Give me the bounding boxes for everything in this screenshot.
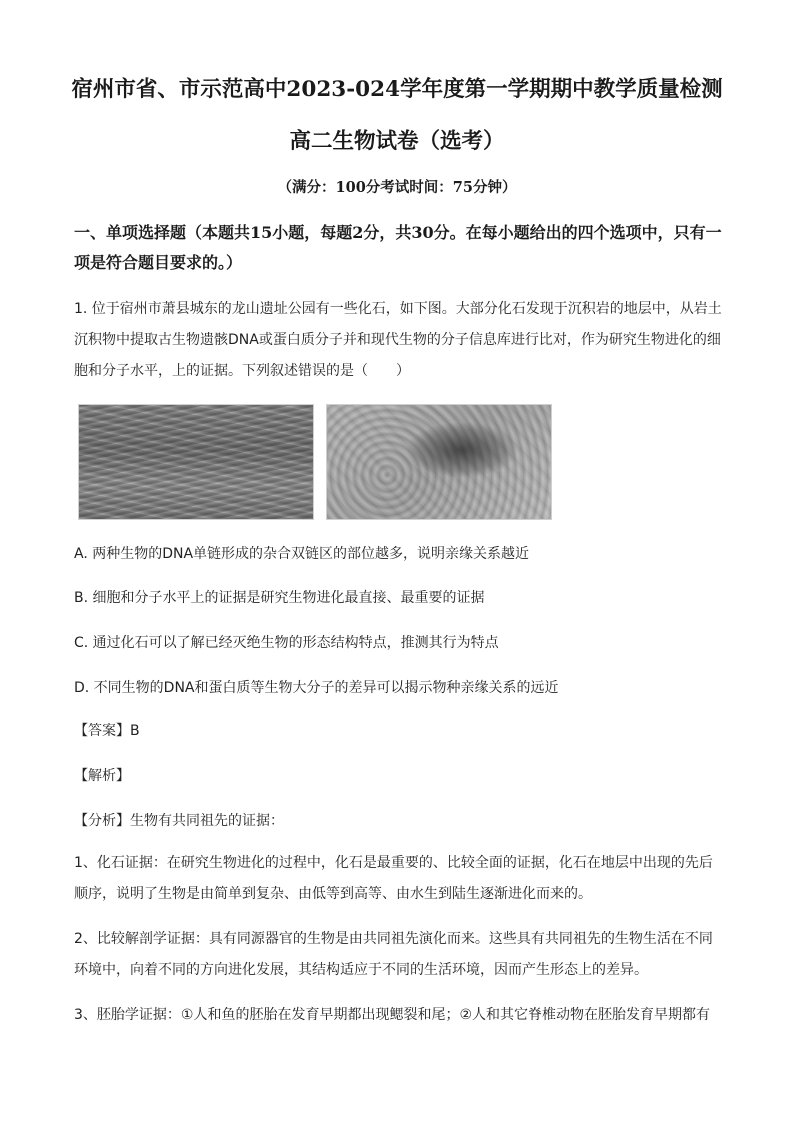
- fossil-photo-left: [78, 404, 314, 520]
- answer-label: 【答案】: [74, 723, 130, 739]
- evidence-point-2: 2、比较解剖学证据：具有同源器官的生物是由共同祖先演化而来。这些具有共同祖先的生物生活在不同环境中，向着不同的方向进化发展，其结构适应于不同的生活环境，因而产生形态上的差异。: [74, 931, 713, 978]
- question-stem: 1. 位于宿州市萧县城东的龙山遗址公园有一些化石，如下图。大部分化石发现于沉积岩的地层中，从岩土沉积物中提取古生物遗骸DNA或蛋白质分子并和现代生物的分子信息库进行比对，作为研究生物进化的细胞和分子水平，上的证据。下列叙述错误的是（ ）: [74, 301, 722, 379]
- option-c: C. 通过化石可以了解已经灭绝生物的形态结构特点，推测其行为特点: [74, 635, 499, 651]
- analysis-label: 【解析】: [74, 768, 130, 784]
- exam-title: 宿州市省、市示范高中2023-024学年度第一学期期中教学质量检测: [71, 77, 723, 102]
- section-heading: 一、单项选择题（本题共15小题，每题2分，共30分。在每小题给出的四个选项中，只有一项是符合题目要求的。）: [74, 223, 722, 272]
- fossil-figure: [78, 404, 550, 518]
- answer-line: [74, 720, 140, 740]
- fenxi-line: [74, 810, 284, 830]
- option-b: B. 细胞和分子水平上的证据是研究生物进化最直接、最重要的证据: [74, 590, 485, 606]
- evidence-point-1: 1、化石证据：在研究生物进化的过程中，化石是最重要的、比较全面的证据，化石在地层中出现的先后顺序，说明了生物是由简单到复杂、由低等到高等、由水生到陆生逐渐进化而来的。: [74, 855, 713, 902]
- evidence-point-3: 3、胚胎学证据：①人和鱼的胚胎在发育早期都出现鳃裂和尾；②人和其它脊椎动物在胚胎发育早期都有: [74, 1007, 711, 1023]
- exam-subtitle: 高二生物试卷（选考）: [289, 129, 505, 154]
- fenxi-text: 生物有共同祖先的证据：: [130, 813, 284, 829]
- exam-info: （满分：100分考试时间：75分钟）: [277, 179, 517, 196]
- answer-value: B: [130, 723, 140, 739]
- fenxi-label: 【分析】: [74, 813, 130, 829]
- fossil-photo-right: [326, 404, 552, 520]
- option-a: A. 两种生物的DNA单链形成的杂合双链区的部位越多，说明亲缘关系越近: [74, 546, 530, 562]
- option-d: D. 不同生物的DNA和蛋白质等生物大分子的差异可以揭示物种亲缘关系的远近: [74, 680, 559, 696]
